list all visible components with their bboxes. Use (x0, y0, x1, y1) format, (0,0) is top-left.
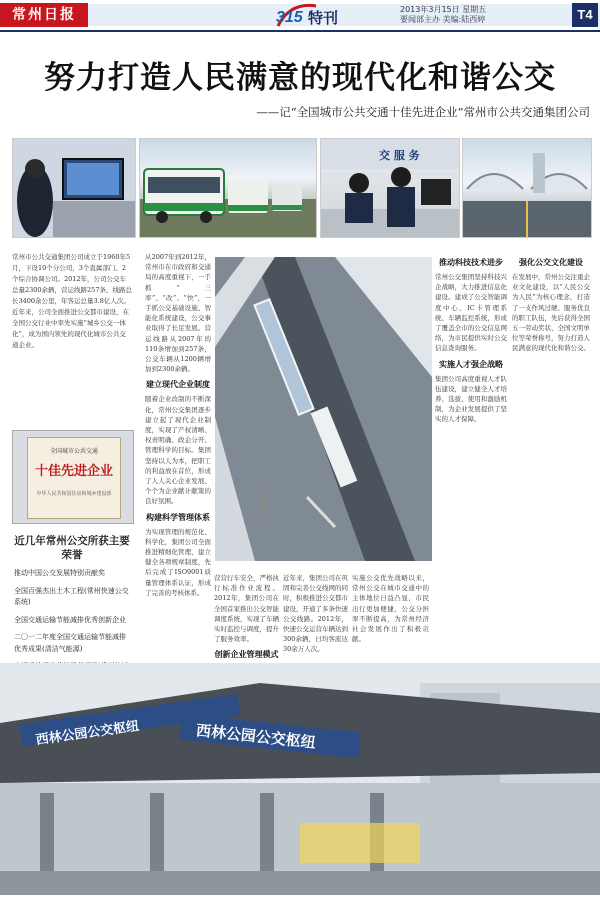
company-intro: 常州市公共交通集团公司成立于1960年5月，下设10个分公司，3个直属部门、2个综合协调公司。2012年，公司公交车总量2300余辆，营运线路257条，线路总长3400余公里，年客运总量3.8亿人次。近年来，公司全面推进公交都市建设，在全国公交行业中率先实施“城乡公交一体化”，成为国内领先的现代化城市公共交通企业。 (12, 253, 132, 349)
header-rule (0, 30, 600, 32)
section-heading: 创新企业管理模式 (214, 650, 279, 660)
honor-item: 全国交通运输节能减排优秀创新企业 (14, 615, 126, 624)
photo-customer-service (320, 138, 460, 238)
section-heading: 强化公交文化建设 (519, 258, 583, 267)
photo-bus-fleet (139, 138, 317, 238)
award-line-1: 全国城市公共交通 (49, 448, 98, 455)
honors-title: 近几年常州公交所获主要荣誉 (14, 535, 130, 561)
award-line-2: 十佳先进企业 (34, 464, 113, 479)
article-column-6 (435, 252, 507, 676)
special-issue-logo (268, 0, 358, 30)
hub-sign-right: 西林公园公交枢纽 (195, 721, 317, 752)
section-heading: 推动科技技术进步 (439, 258, 503, 267)
photo-xilin-park-hub (0, 663, 600, 895)
article-column-3 (214, 573, 279, 676)
article-column-1 (145, 252, 211, 597)
paragraph: 常州公交集团坚持科技兴企战略，大力推进信息化建设。建成了公交智能调度中心、IC卡管理系统、车辆监控系统，形成了覆盖全市的公交信息网络，为市民提供实时公交信息查询服务。 (435, 273, 507, 353)
paragraph: 集团公司高度重视人才队伍建设，建立健全人才培养、选拔、使用和激励机制，为企业发展提供了坚实的人才保障。 (435, 374, 507, 424)
award-line-3: 中华人民共和国住房和城乡建设部 (36, 491, 112, 497)
headline: 努力打造人民满意的现代化和谐公交 (44, 60, 556, 96)
masthead-date: 2013年3月15日 星期五 要闻部主办 美编:陆西婷 (400, 5, 487, 24)
photo-brt-aerial (215, 257, 432, 561)
photo-dispatch-center (12, 138, 136, 238)
section-heading: 建立现代企业制度 (146, 380, 210, 390)
article-column-7 (512, 252, 590, 676)
article-column-5 (352, 573, 429, 676)
paragraph: 实施公交优先战略以来，常州公交在城市交通中的主体地位日益凸显，市民出行更加便捷，公交分担率不断提高，为常州经济社会发展作出了积极贡献。 (352, 574, 429, 644)
award-plaque-photo (12, 430, 134, 524)
paragraph: 随着企业改制的不断深化，常州公交集团逐步建立起了现代企业制度，实现了产权清晰、权责明确、政企分开、管理科学的目标。集团坚持以人为本，把职工的利益放在首位，形成了人人关心企业发展、个个为企业献计献策的良好氛围。 (145, 395, 211, 506)
svg-text:315: 315 (276, 9, 303, 26)
article-column-4 (283, 573, 348, 676)
honor-item: 全国百强杰出土木工程(常州快速公交系统) (14, 586, 129, 606)
paper-logo: 常州日报 (0, 3, 88, 27)
service-sign: 交 服 务 (379, 149, 420, 162)
hub-sign-left: 西林公园公交枢纽 (34, 718, 141, 749)
paragraph: 从2007年到2012年，常州市在市政府和交通局的高度重视下，一手抓“三率”、“改”、“快”，一手抓公交基础设施、智能化系统建设，公交事业取得了长足发展。营运线路从2007年的110条增加到257条，公交车辆从1200辆增加到2300余辆。 (145, 253, 211, 374)
paragraph: 营营行车安全，严格执行标准作业流程。2012年，集团公司在全国首家推出公交智能调度系统，实现了车辆实时监控与调度，提升了服务效率。 (214, 574, 279, 644)
honor-item: 二〇一二年度全国交通运输节能减排优秀成果(清洁气能源) (14, 633, 126, 653)
honor-item: 推动中国公交发展特别贡献奖 (14, 569, 105, 577)
paragraph: 为实现管理的规范化、科学化，集团公司全面推进精细化管理，建立健全各项规章制度，先后完成了ISO9001质量管理体系认证，形成了完善的考核体系。 (145, 527, 211, 597)
svg-text:特刊: 特刊 (308, 9, 339, 27)
section-heading: 构建科学管理体系 (146, 512, 210, 522)
section-heading: 实施人才强企战略 (439, 359, 503, 369)
masthead (0, 0, 600, 30)
subheadline: ——记“全国城市公共交通十佳先进企业”常州市公共交通集团公司 (256, 105, 590, 119)
page-number: T4 (572, 3, 598, 27)
photo-brt-station (462, 138, 592, 238)
paragraph: 在发展中，常州公交注重企业文化建设，以“人民公交为人民”为核心理念，打造了一支作风过硬、服务优良的职工队伍，先后获得全国五一劳动奖状、全国文明单位等荣誉称号，努力打造人民满意的现代化和谐公交。 (512, 273, 590, 353)
paragraph: 近年来，集团公司在巩固和完善公交线网的同时，积极推进公交都市建设，开通了多条快速公交线路。2012年，快速公交运营车辆达到300余辆，日均客流达30余万人次。 (283, 574, 348, 654)
